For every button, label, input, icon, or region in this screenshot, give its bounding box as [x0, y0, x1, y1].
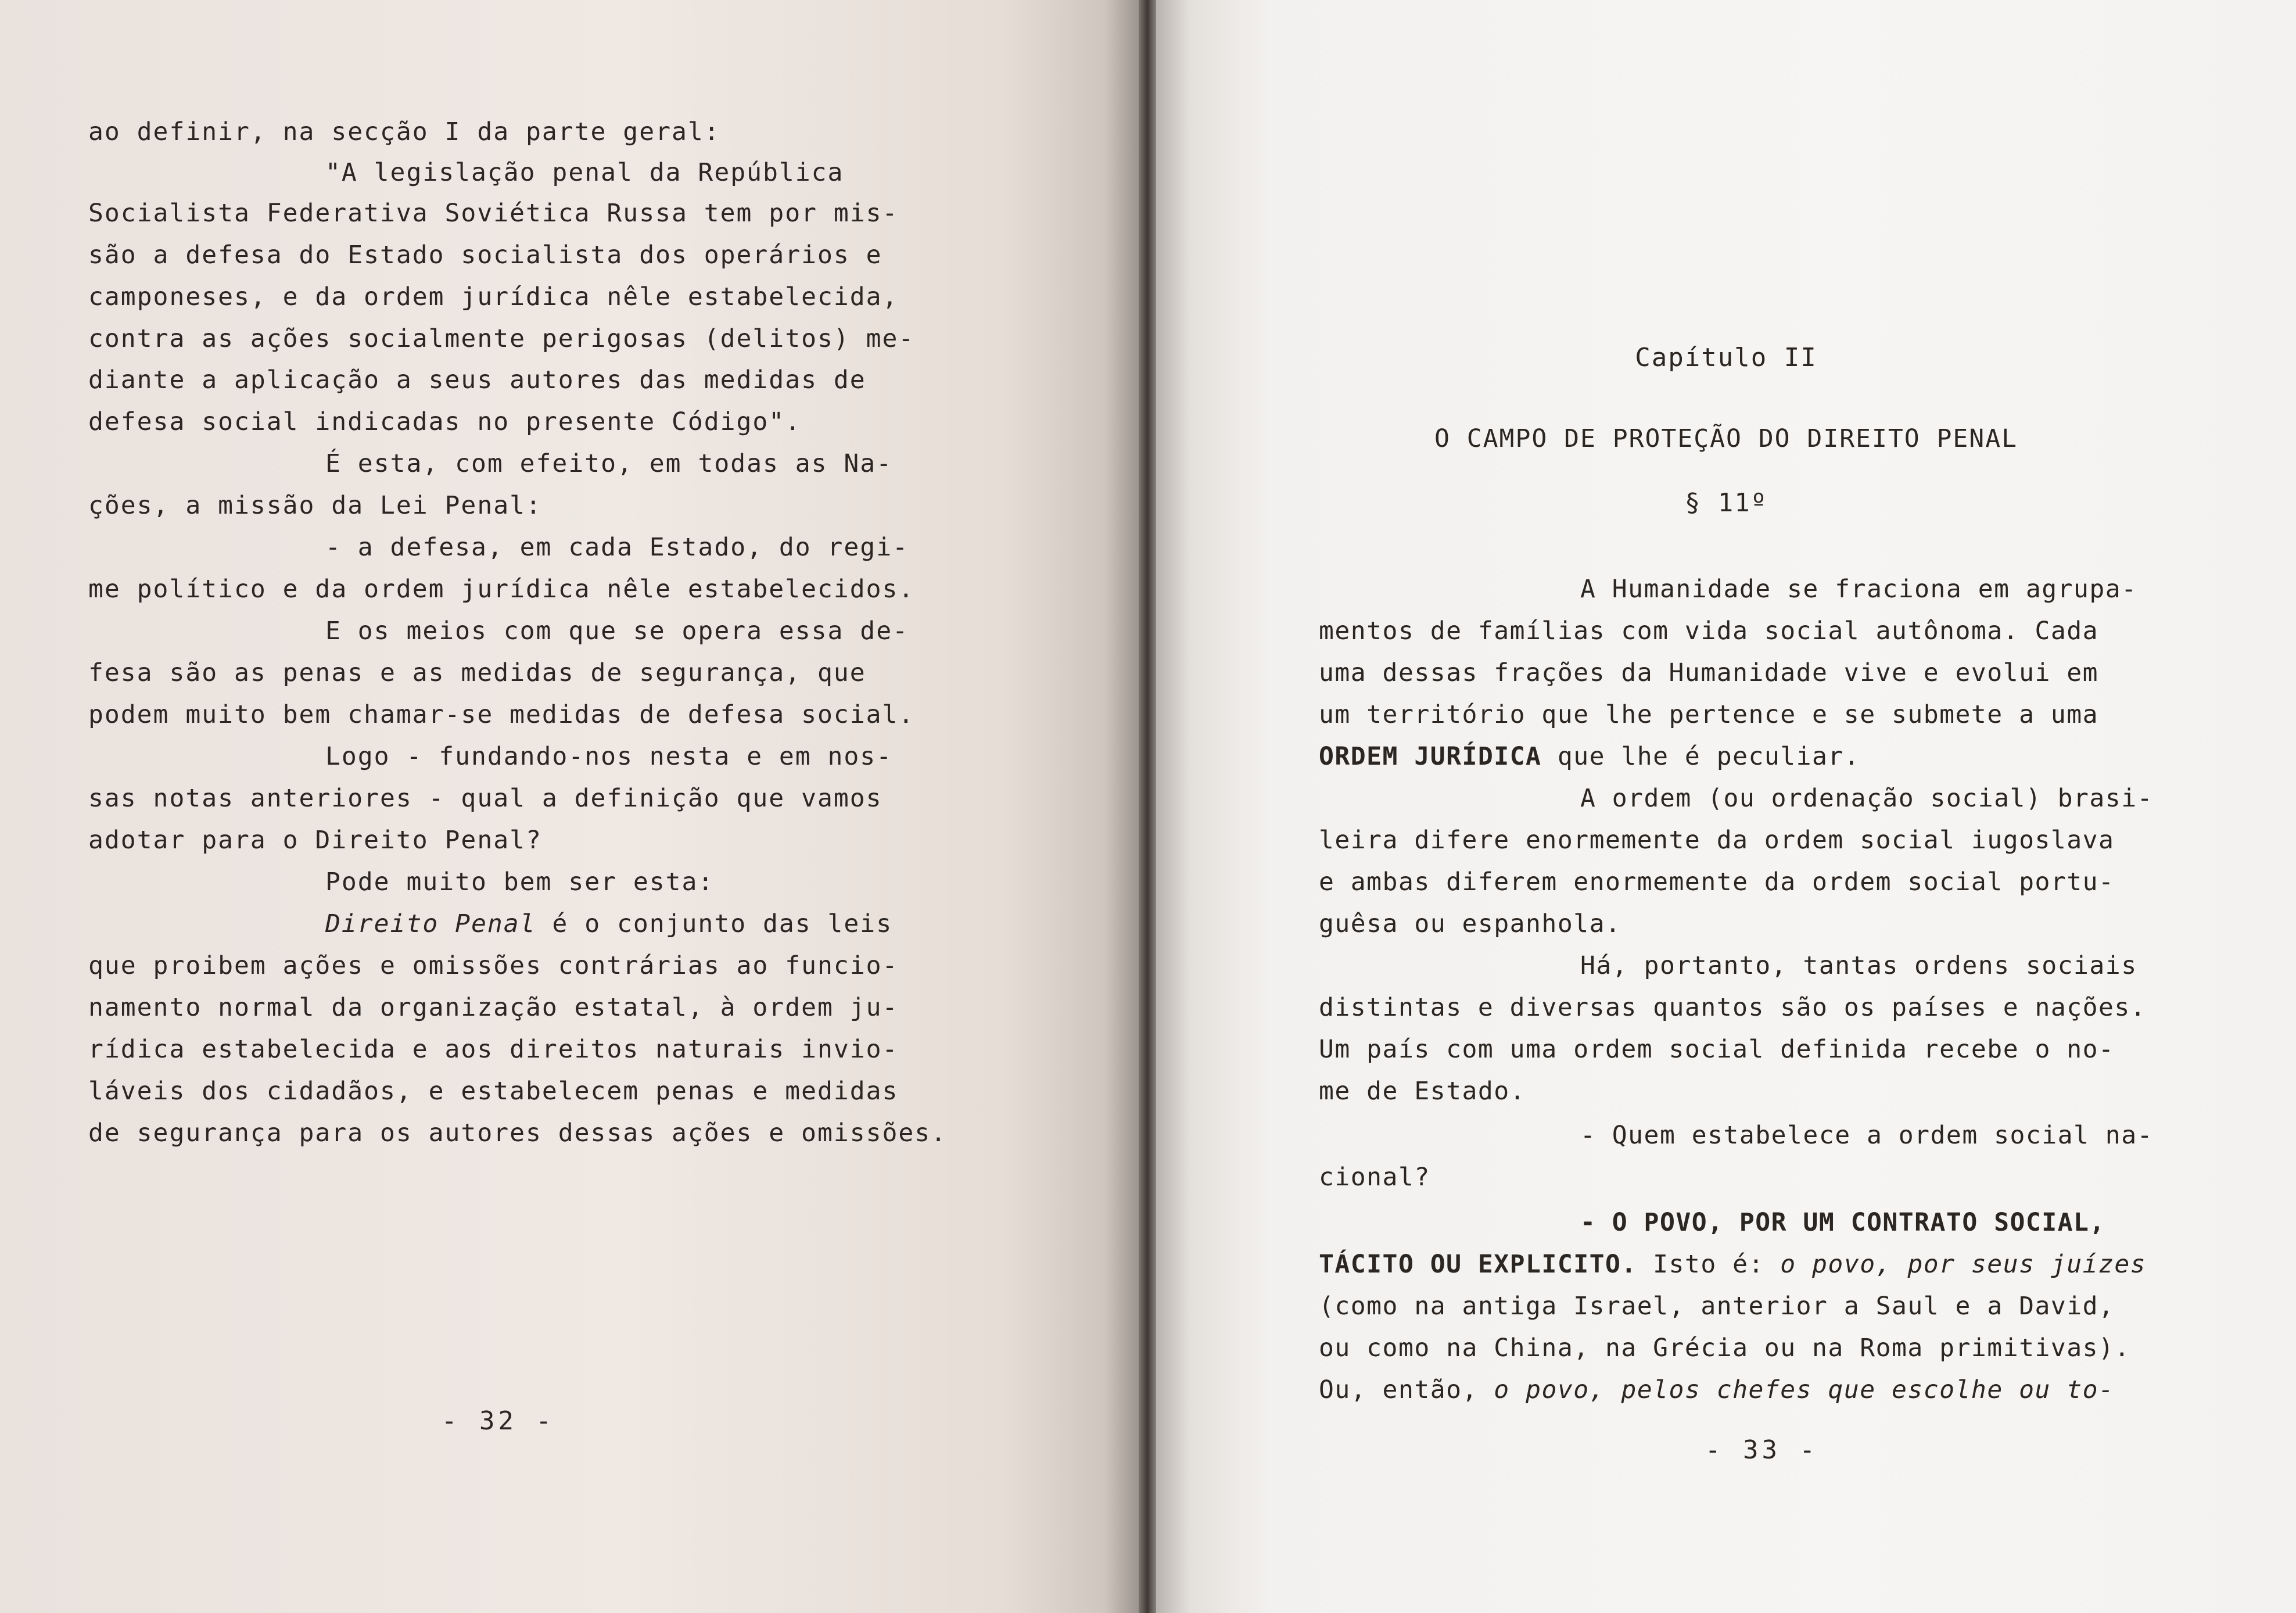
- text-line: diante a aplicação a seus autores das medidas de: [88, 365, 866, 395]
- text-line: são a defesa do Estado socialista dos operários e: [88, 241, 882, 270]
- page-number-left: - 32 -: [442, 1406, 555, 1436]
- text-line: Há, portanto, tantas ordens sociais: [1580, 951, 2137, 980]
- italic-text: o povo, por seus juízes: [1780, 1250, 2147, 1279]
- italic-text: o povo, pelos chefes que escolhe ou to-: [1494, 1375, 2115, 1404]
- text-line: um território que lhe pertence e se submete a uma: [1319, 700, 2099, 729]
- chapter-label: Capítulo II: [1635, 343, 1817, 372]
- text-line: ao definir, na secção I da parte geral:: [88, 117, 720, 146]
- chapter-title: O CAMPO DE PROTEÇÃO DO DIREITO PENAL: [1434, 424, 2018, 453]
- page-number-right: - 33 -: [1705, 1435, 1818, 1465]
- text-line: defesa social indicadas no presente Código".: [88, 407, 802, 436]
- text-run: que lhe é peculiar.: [1541, 742, 1860, 771]
- text-line: contra as ações socialmente perigosas (delitos) me-: [88, 324, 915, 353]
- text-line: uma dessas frações da Humanidade vive e evolui em: [1319, 658, 2099, 687]
- text-line: "A legislação penal da República: [325, 158, 844, 187]
- text-line: - Quem estabelece a ordem social na-: [1580, 1121, 2153, 1150]
- text-line: podem muito bem chamar-se medidas de defesa social.: [88, 700, 915, 729]
- text-line: adotar para o Direito Penal?: [88, 826, 542, 855]
- text-line: cional?: [1319, 1163, 1430, 1192]
- text-line: A ordem (ou ordenação social) brasi-: [1580, 784, 2153, 813]
- text-line: Socialista Federativa Soviética Russa tem por mis-: [88, 199, 899, 228]
- text-line: de segurança para os autores dessas ações e omissões.: [88, 1119, 948, 1148]
- text-line: [1319, 1373, 2114, 1407]
- text-line: - a defesa, em cada Estado, do regi-: [325, 533, 909, 562]
- text-line: me político e da ordem jurídica nêle estabelecidos.: [88, 575, 915, 604]
- emphasis-text: TÁCITO OU EXPLICITO.: [1319, 1250, 1637, 1279]
- text-line: mentos de famílias com vida social autônoma. Cada: [1319, 616, 2099, 646]
- text-line: namento normal da organização estatal, à ordem ju-: [88, 993, 899, 1022]
- text-line: láveis dos cidadãos, e estabelecem penas e medidas: [88, 1077, 899, 1106]
- text-line: camponeses, e da ordem jurídica nêle estabelecida,: [88, 282, 899, 311]
- text-line: que proibem ações e omissões contrárias ao funcio-: [88, 951, 899, 980]
- text-line: guêsa ou espanhola.: [1319, 909, 1621, 938]
- text-line: Pode muito bem ser esta:: [325, 868, 715, 897]
- text-line: É esta, com efeito, em todas as Na-: [325, 449, 893, 478]
- text-line: ou como na China, na Grécia ou na Roma primitivas).: [1319, 1334, 2130, 1363]
- text-line: Um país com uma ordem social definida recebe o no-: [1319, 1035, 2115, 1064]
- text-line: rídica estabelecida e aos direitos naturais invio-: [88, 1035, 899, 1064]
- text-run: Isto é:: [1637, 1250, 1781, 1279]
- text-line: Logo - fundando-nos nesta e em nos-: [325, 742, 893, 771]
- text-line: e ambas diferem enormemente da ordem social portu-: [1319, 868, 2115, 897]
- text-line: - O POVO, POR UM CONTRATO SOCIAL,: [1580, 1208, 2105, 1237]
- text-line: fesa são as penas e as medidas de segurança, que: [88, 658, 866, 687]
- text-line: (como na antiga Israel, anterior a Saul e a David,: [1319, 1292, 2115, 1321]
- definition-line: [325, 907, 892, 941]
- text-line: [1319, 1248, 2146, 1281]
- emphasis-text: ORDEM JURÍDICA: [1319, 742, 1542, 771]
- text-line: distintas e diversas quantos são os países e nações.: [1319, 993, 2147, 1022]
- text-line: sas notas anteriores - qual a definição que vamos: [88, 784, 882, 813]
- text-run: Ou, então,: [1319, 1375, 1494, 1404]
- text-line: E os meios com que se opera essa de-: [325, 616, 909, 646]
- definition-text: é o conjunto das leis: [536, 909, 893, 938]
- section-number: § 11º: [1684, 488, 1768, 518]
- definition-term: Direito Penal: [325, 909, 536, 938]
- text-line: A Humanidade se fraciona em agrupa-: [1580, 575, 2137, 604]
- text-line: ções, a missão da Lei Penal:: [88, 491, 542, 520]
- text-line: [1319, 740, 1860, 773]
- text-line: leira difere enormemente da ordem social iugoslava: [1319, 826, 2115, 855]
- text-line: me de Estado.: [1319, 1077, 1526, 1106]
- book-gutter: [1139, 0, 1156, 1613]
